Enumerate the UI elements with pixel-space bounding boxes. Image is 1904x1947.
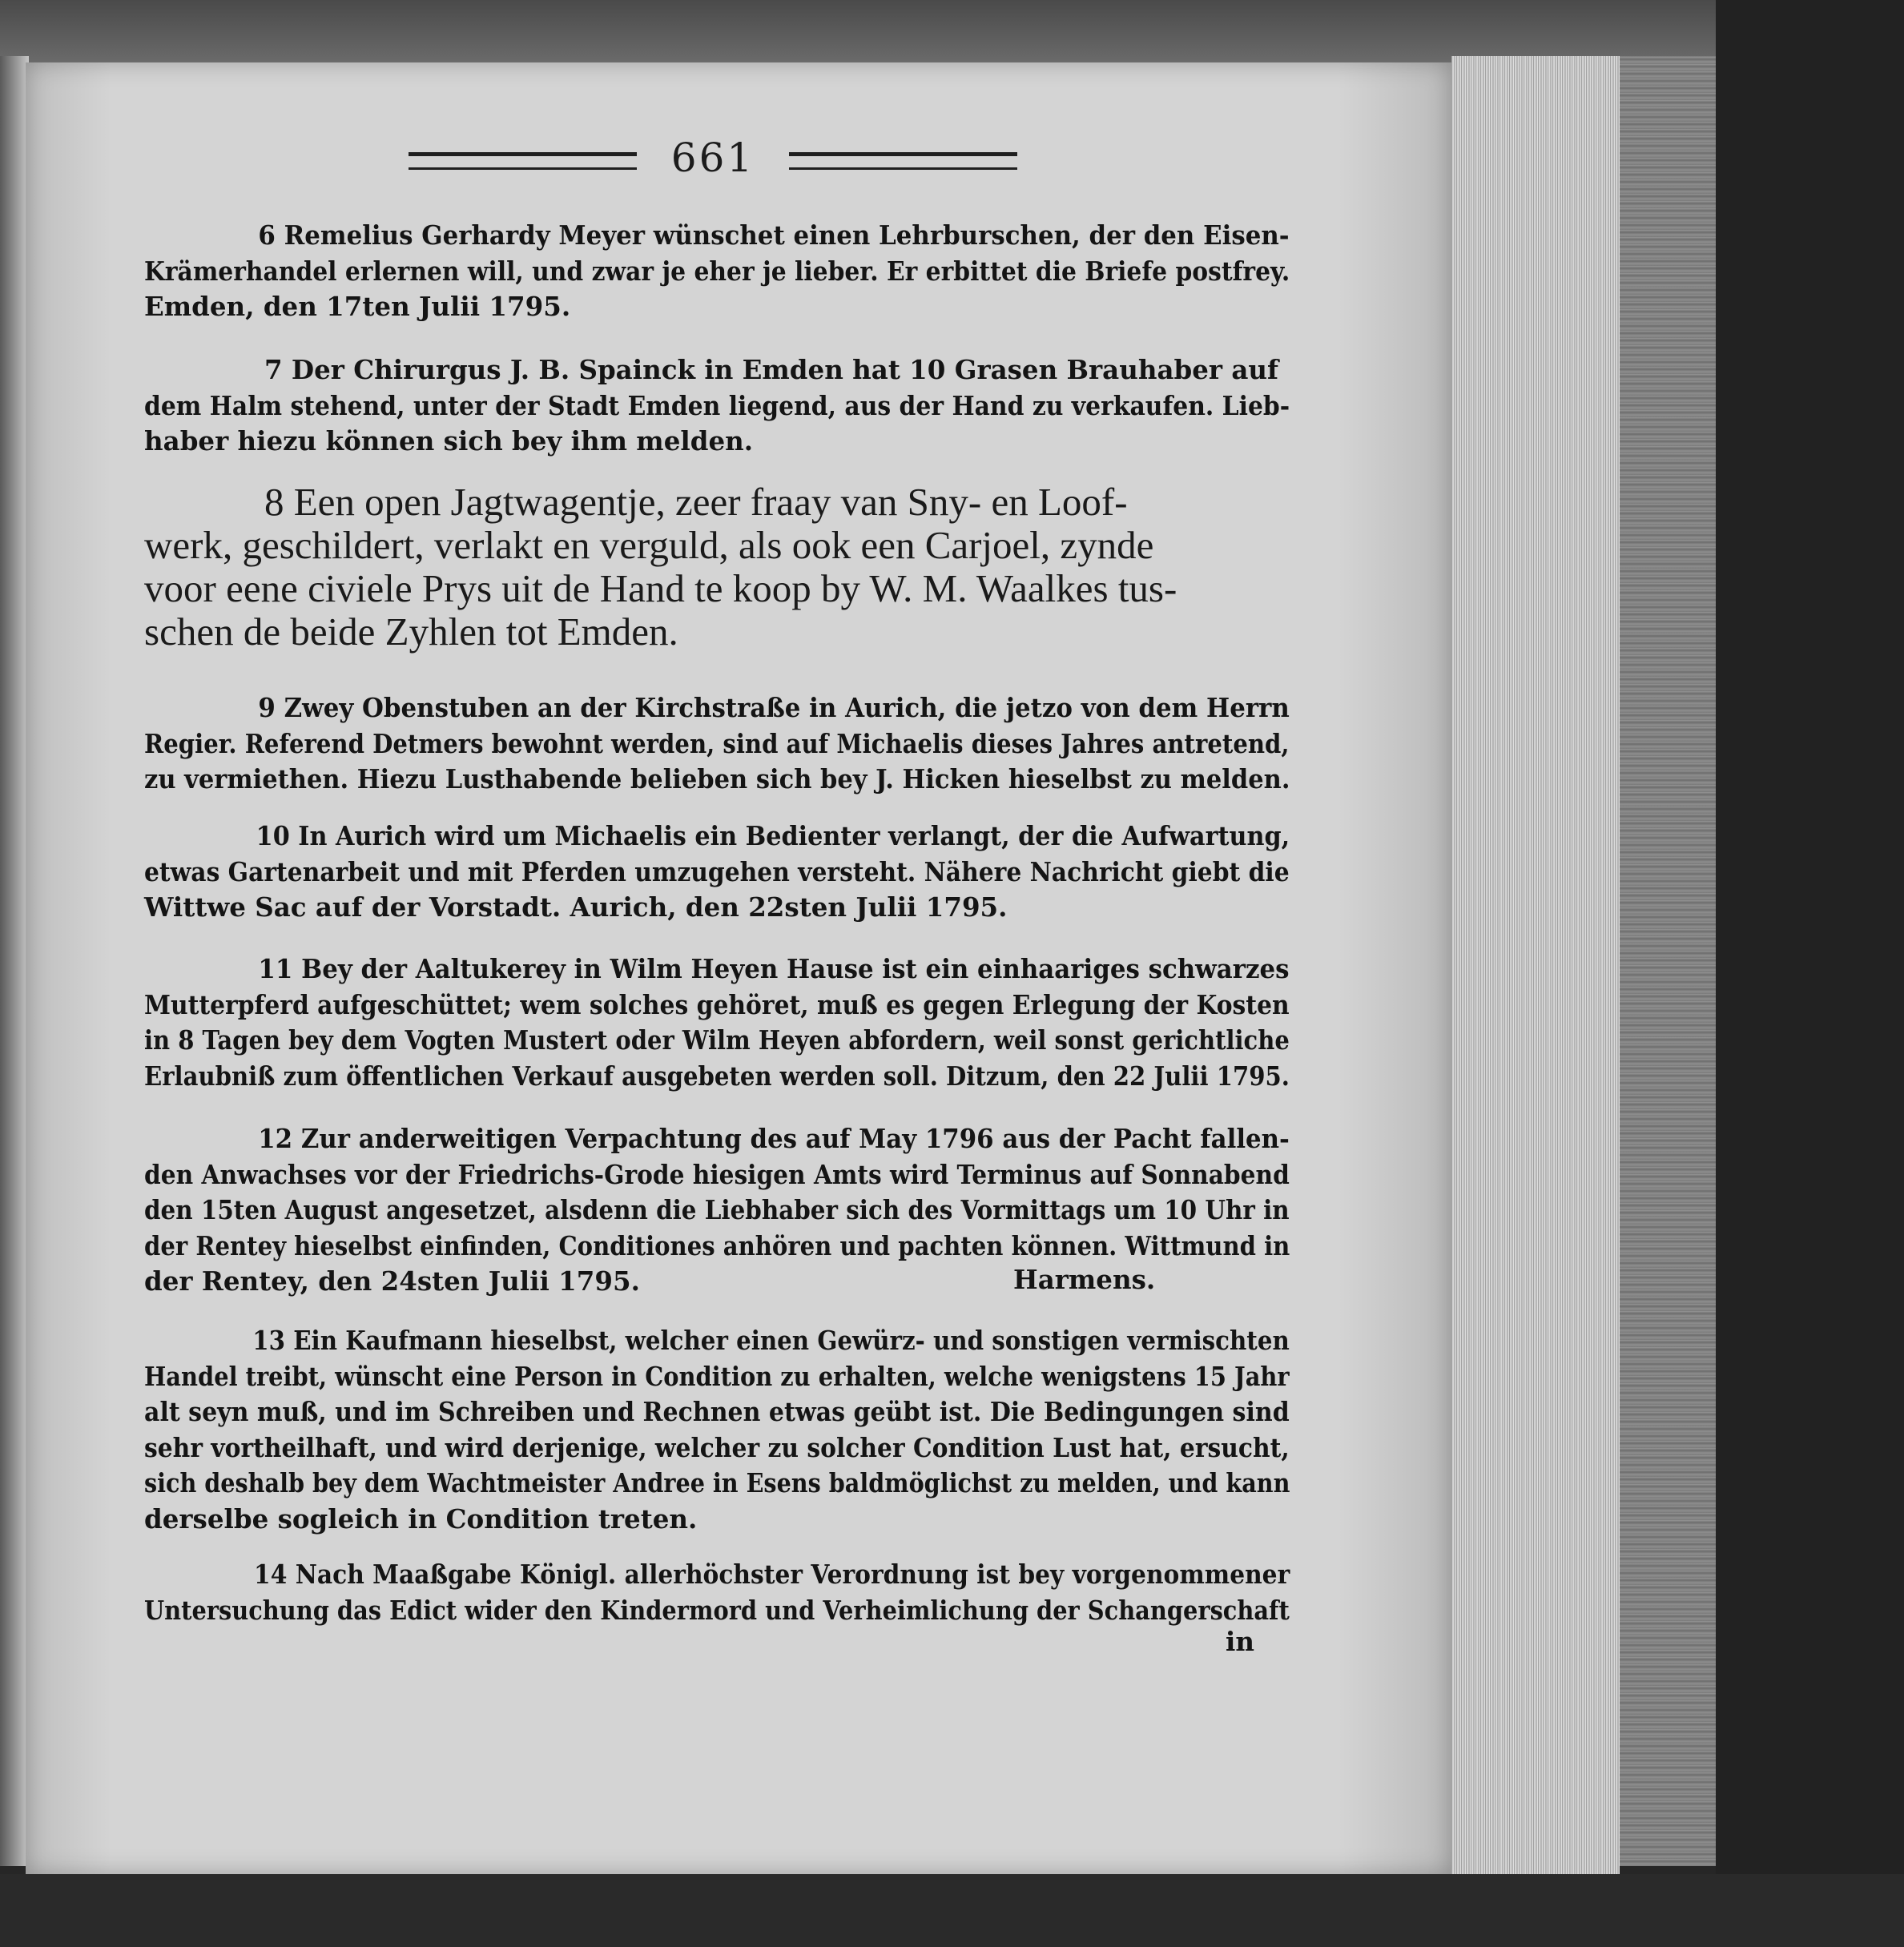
entry-line: 7 Der Chirurgus J. B. Spainck in Emden hat 10 Grasen Brauhaber auf xyxy=(264,354,1279,385)
background-bottom xyxy=(0,1874,1904,1947)
entry-line: in 8 Tagen bey dem Vogten Mustert oder Wilm Heyen abfordern, weil sonst gerichtliche xyxy=(144,1024,1290,1056)
entry-line: haber hiezu können sich bey ihm melden. xyxy=(144,425,754,457)
entry-line: derselbe sogleich in Condition treten. xyxy=(144,1502,698,1535)
entry-line: voor eene civiele Prys uit de Hand te koop by W. M. Waalkes tus- xyxy=(144,566,1177,610)
entry-line: 11 Bey der Aaltukerey in Wilm Heyen Hause ist ein einhaariges schwarzes xyxy=(258,953,1290,984)
entry-line: 9 Zwey Obenstuben an der Kirchstraße in Aurich, die jetzo von dem Herrn xyxy=(258,692,1290,723)
page-stack-edges xyxy=(1451,56,1620,1890)
announcement-10 xyxy=(144,819,1290,926)
entry-line: sich deshalb bey dem Wachtmeister Andree in Esens baldmöglichst zu melden, und kann xyxy=(144,1467,1290,1498)
announcement-13 xyxy=(144,1323,1290,1537)
entry-line: dem Halm stehend, unter der Stadt Emden liegend, aus der Hand zu verkaufen. Lieb- xyxy=(144,389,1290,421)
book-cover-board xyxy=(1620,56,1716,1866)
entry-line: sehr vortheilhaft, und wird derjenige, welcher zu solcher Condition Lust hat, ersucht, xyxy=(144,1431,1290,1463)
page-header xyxy=(409,135,1017,183)
entry-line: 14 Nach Maaßgabe Königl. allerhöchster Verordnung ist bey vorgenommener xyxy=(254,1559,1290,1590)
entry-line: Erlaubniß zum öffentlichen Verkauf ausgebeten werden soll. Ditzum, den 22 Julii 1795. xyxy=(144,1060,1290,1092)
header-rule-right xyxy=(789,152,1017,170)
entry-line: etwas Gartenarbeit und mit Pferden umzugehen versteht. Nähere Nachricht giebt die xyxy=(144,855,1290,887)
entry-line: den 15ten August angesetzet, alsdenn die Liebhaber sich des Vormittags um 10 Uhr in xyxy=(144,1194,1290,1225)
entry-line: Regier. Referend Detmers bewohnt werden, sind auf Michaelis dieses Jahres antretend, xyxy=(144,727,1290,759)
entry-line: Krämerhandel erlernen will, und zwar je eher je lieber. Er erbittet die Briefe postfrey. xyxy=(144,255,1290,287)
entry-line: Handel treibt, wünscht eine Person in Condition zu erhalten, welche wenigstens 15 Jahr xyxy=(144,1360,1290,1392)
announcement-14 xyxy=(144,1557,1290,1628)
entry-line: alt seyn muß, und im Schreiben und Rechnen etwas geübt ist. Die Bedingungen sind xyxy=(144,1396,1290,1427)
announcement-7 xyxy=(144,352,1290,460)
entry-line: schen de beide Zyhlen tot Emden. xyxy=(144,609,678,654)
entry-line: 10 In Aurich wird um Michaelis ein Bedienter verlangt, der die Aufwartung, xyxy=(256,820,1290,851)
announcement-6 xyxy=(144,218,1290,325)
entry-line: der Rentey, den 24sten Julii 1795. xyxy=(144,1265,640,1297)
left-page-edge xyxy=(0,56,29,1866)
entry-line: Emden, den 17ten Julii 1795. xyxy=(144,291,571,322)
entry-line: 6 Remelius Gerhardy Meyer wünschet einen Lehrburschen, der den Eisen- xyxy=(258,219,1290,251)
announcement-9 xyxy=(144,690,1290,798)
entry-line: 13 Ein Kaufmann hieselbst, welcher einen Gewürz- und sonstigen vermischten xyxy=(252,1325,1290,1356)
entry-line: 12 Zur anderweitigen Verpachtung des auf May 1796 aus der Pacht fallen- xyxy=(258,1123,1290,1154)
catchword: in xyxy=(1226,1626,1254,1657)
entry-line: Mutterpferd aufgeschüttet; wem solches gehöret, muß es gegen Erlegung der Kosten xyxy=(144,988,1290,1020)
entry-line: 8 Een open Jagtwagentje, zeer fraay van Sny- en Loof- xyxy=(264,480,1128,524)
entry-line: Wittwe Sac auf der Vorstadt. Aurich, den 22sten Julii 1795. xyxy=(144,891,1008,923)
entry-line: werk, geschildert, verlakt en verguld, als ook een Carjoel, zynde xyxy=(144,523,1154,567)
entry-line: der Rentey hieselbst einfinden, Conditiones anhören und pachten können. Wittmund in xyxy=(144,1229,1290,1261)
signature: Harmens. xyxy=(1013,1264,1156,1295)
background-right xyxy=(1716,0,1904,1947)
announcement-11 xyxy=(144,951,1290,1094)
entry-line: Untersuchung das Edict wider den Kindermord und Verheimlichung der Schangerschaft xyxy=(144,1594,1290,1626)
page-number: 661 xyxy=(670,135,755,181)
entry-line: zu vermiethen. Hiezu Lusthabende belieben sich bey J. Hicken hieselbst zu melden. xyxy=(144,763,1290,794)
entry-line: den Anwachses vor der Friedrichs-Grode hiesigen Amts wird Terminus auf Sonnabend xyxy=(144,1158,1290,1190)
announcement-8 xyxy=(144,481,1290,654)
